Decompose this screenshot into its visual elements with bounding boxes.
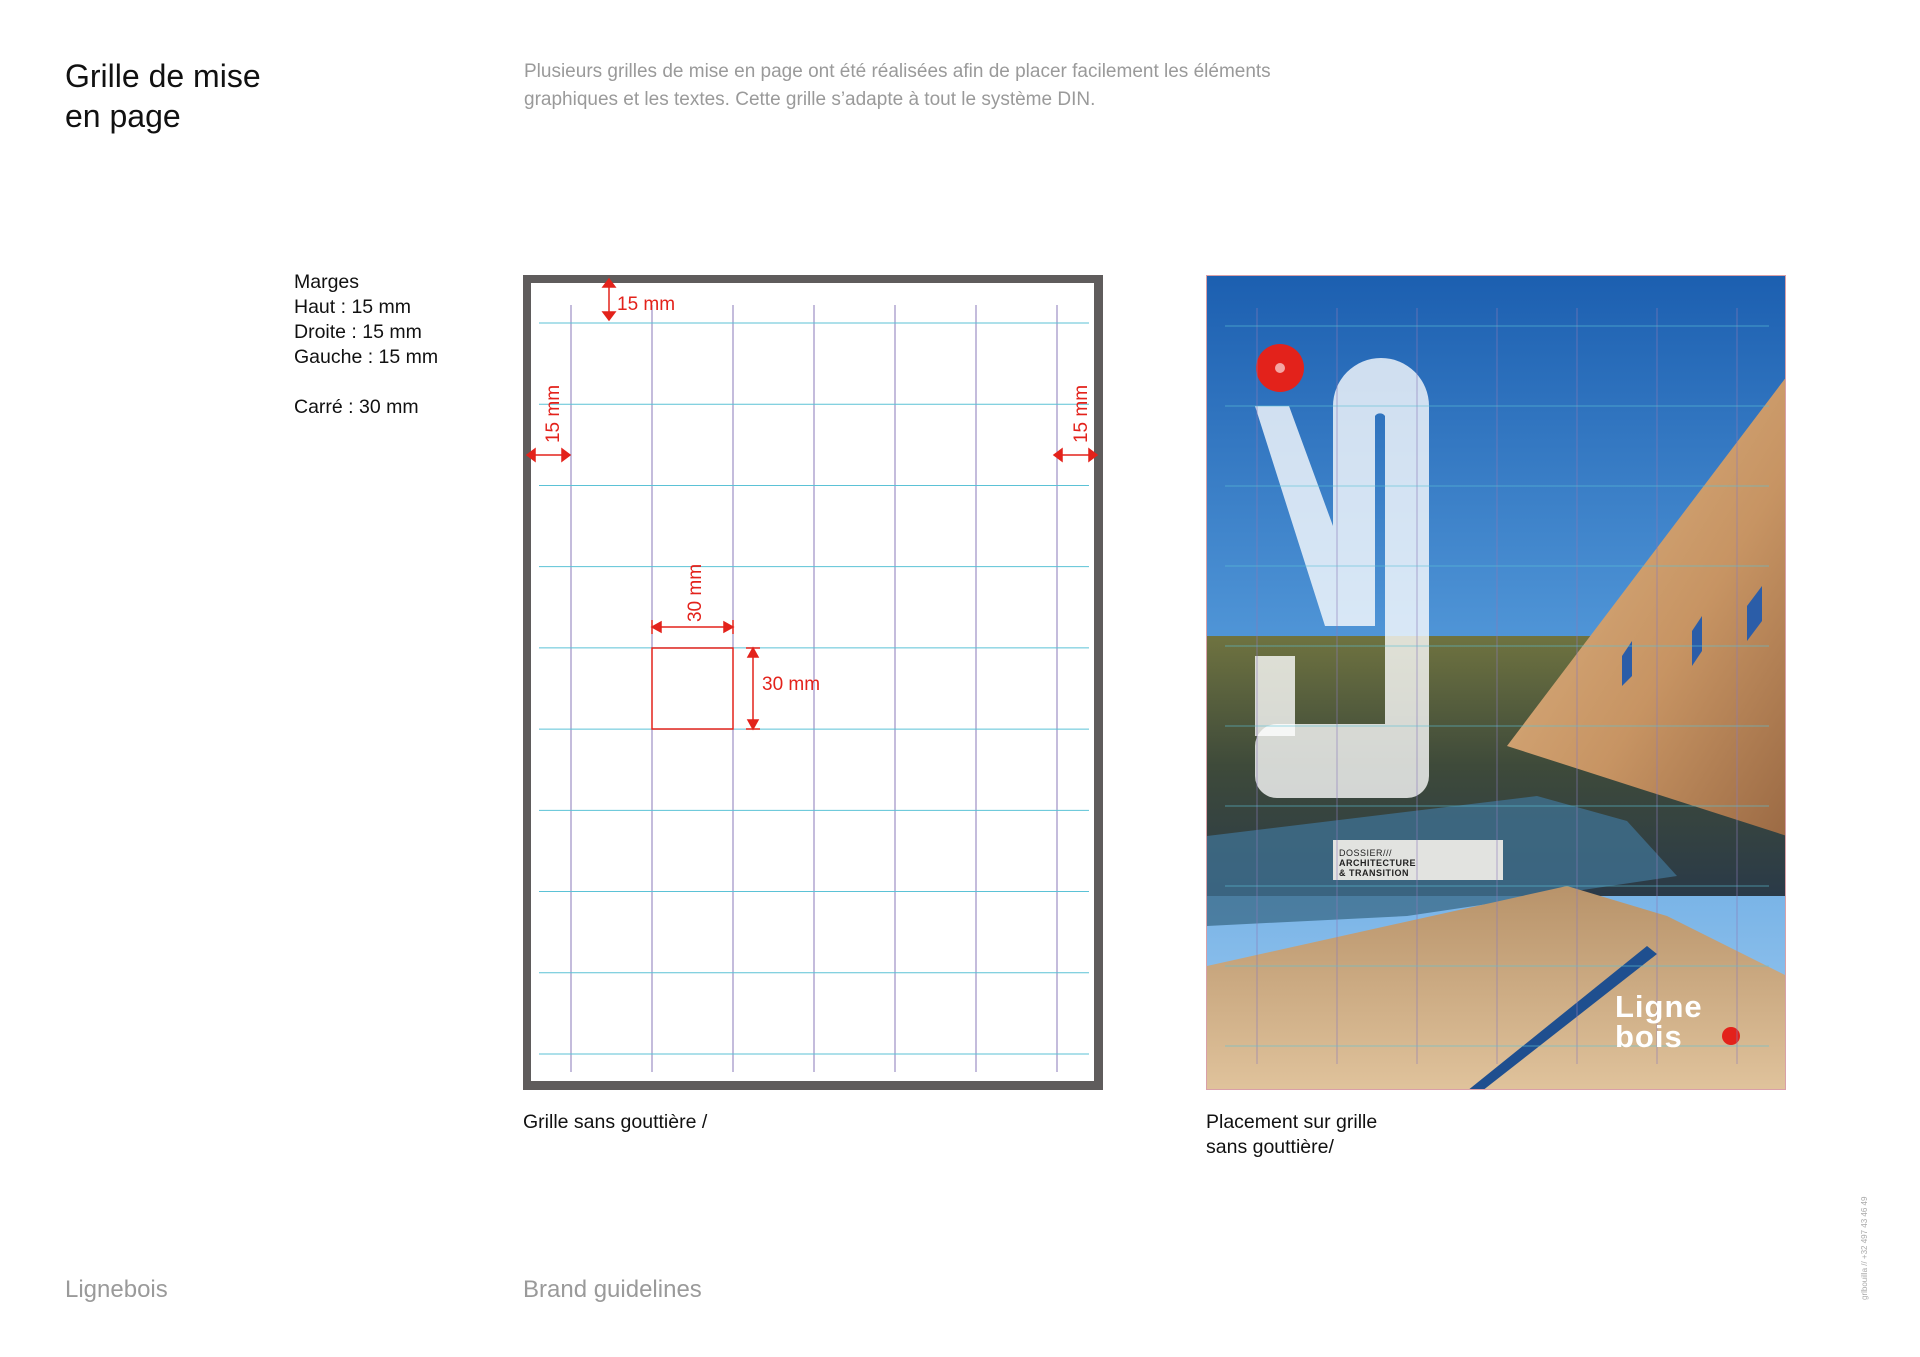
cover-logo-line1: Ligne	[1615, 989, 1703, 1024]
square-height-arrow	[746, 648, 760, 729]
right-margin-arrow	[1054, 449, 1097, 461]
cover-logo-line2: bois	[1615, 1019, 1683, 1054]
intro-line1: Plusieurs grilles de mise en page ont été réalisées afin de placer facilement les éléments	[524, 61, 1271, 82]
cover-artwork	[1207, 276, 1786, 1090]
cover-dossier-line3: & TRANSITION	[1339, 868, 1409, 878]
square-width-label: 30 mm	[685, 563, 706, 623]
cover-mockup	[1206, 275, 1786, 1090]
cover-dossier-text	[1339, 848, 1499, 878]
top-margin-label: 15 mm	[617, 294, 676, 315]
square-spec: Carré : 30 mm	[294, 396, 419, 418]
cover-letter-stem	[1255, 656, 1295, 736]
left-margin-arrow	[527, 449, 570, 461]
cover-red-dot-hole	[1275, 363, 1285, 373]
page-title-line2: en page	[65, 98, 181, 134]
footer-document-title: Brand guidelines	[523, 1276, 702, 1303]
grid-caption: Grille sans gouttière /	[523, 1111, 708, 1133]
left-margin-label: 15 mm	[543, 384, 564, 444]
top-margin-arrow	[603, 279, 615, 320]
right-margin-label: 15 mm	[1071, 384, 1092, 444]
footer-brand: Lignebois	[65, 1276, 168, 1303]
margin-left-spec: Gauche : 15 mm	[294, 346, 439, 368]
cover-caption-line2: sans gouttière/	[1206, 1136, 1334, 1158]
sample-square	[652, 648, 733, 729]
margin-specs	[294, 270, 438, 420]
cover-caption	[1206, 1110, 1466, 1160]
cover-dossier-label: DOSSIER///	[1339, 848, 1393, 858]
page-title-line1: Grille de mise	[65, 58, 261, 94]
square-height-label: 30 mm	[762, 674, 821, 695]
page-title	[65, 56, 261, 136]
cover-logo	[1615, 989, 1703, 1054]
intro-paragraph	[524, 58, 1424, 114]
intro-line2: graphiques et les textes. Cette grille s’adapte à tout le système DIN.	[524, 89, 1096, 110]
margin-top-spec: Haut : 15 mm	[294, 296, 412, 318]
cover-caption-line1: Placement sur grille	[1206, 1111, 1378, 1133]
margins-heading: Marges	[294, 271, 360, 293]
margin-right-spec: Droite : 15 mm	[294, 321, 422, 343]
cover-dossier-line2: ARCHITECTURE	[1339, 858, 1416, 868]
side-credit: grlbouilla // +32 497 43 46 49	[1860, 1196, 1869, 1300]
